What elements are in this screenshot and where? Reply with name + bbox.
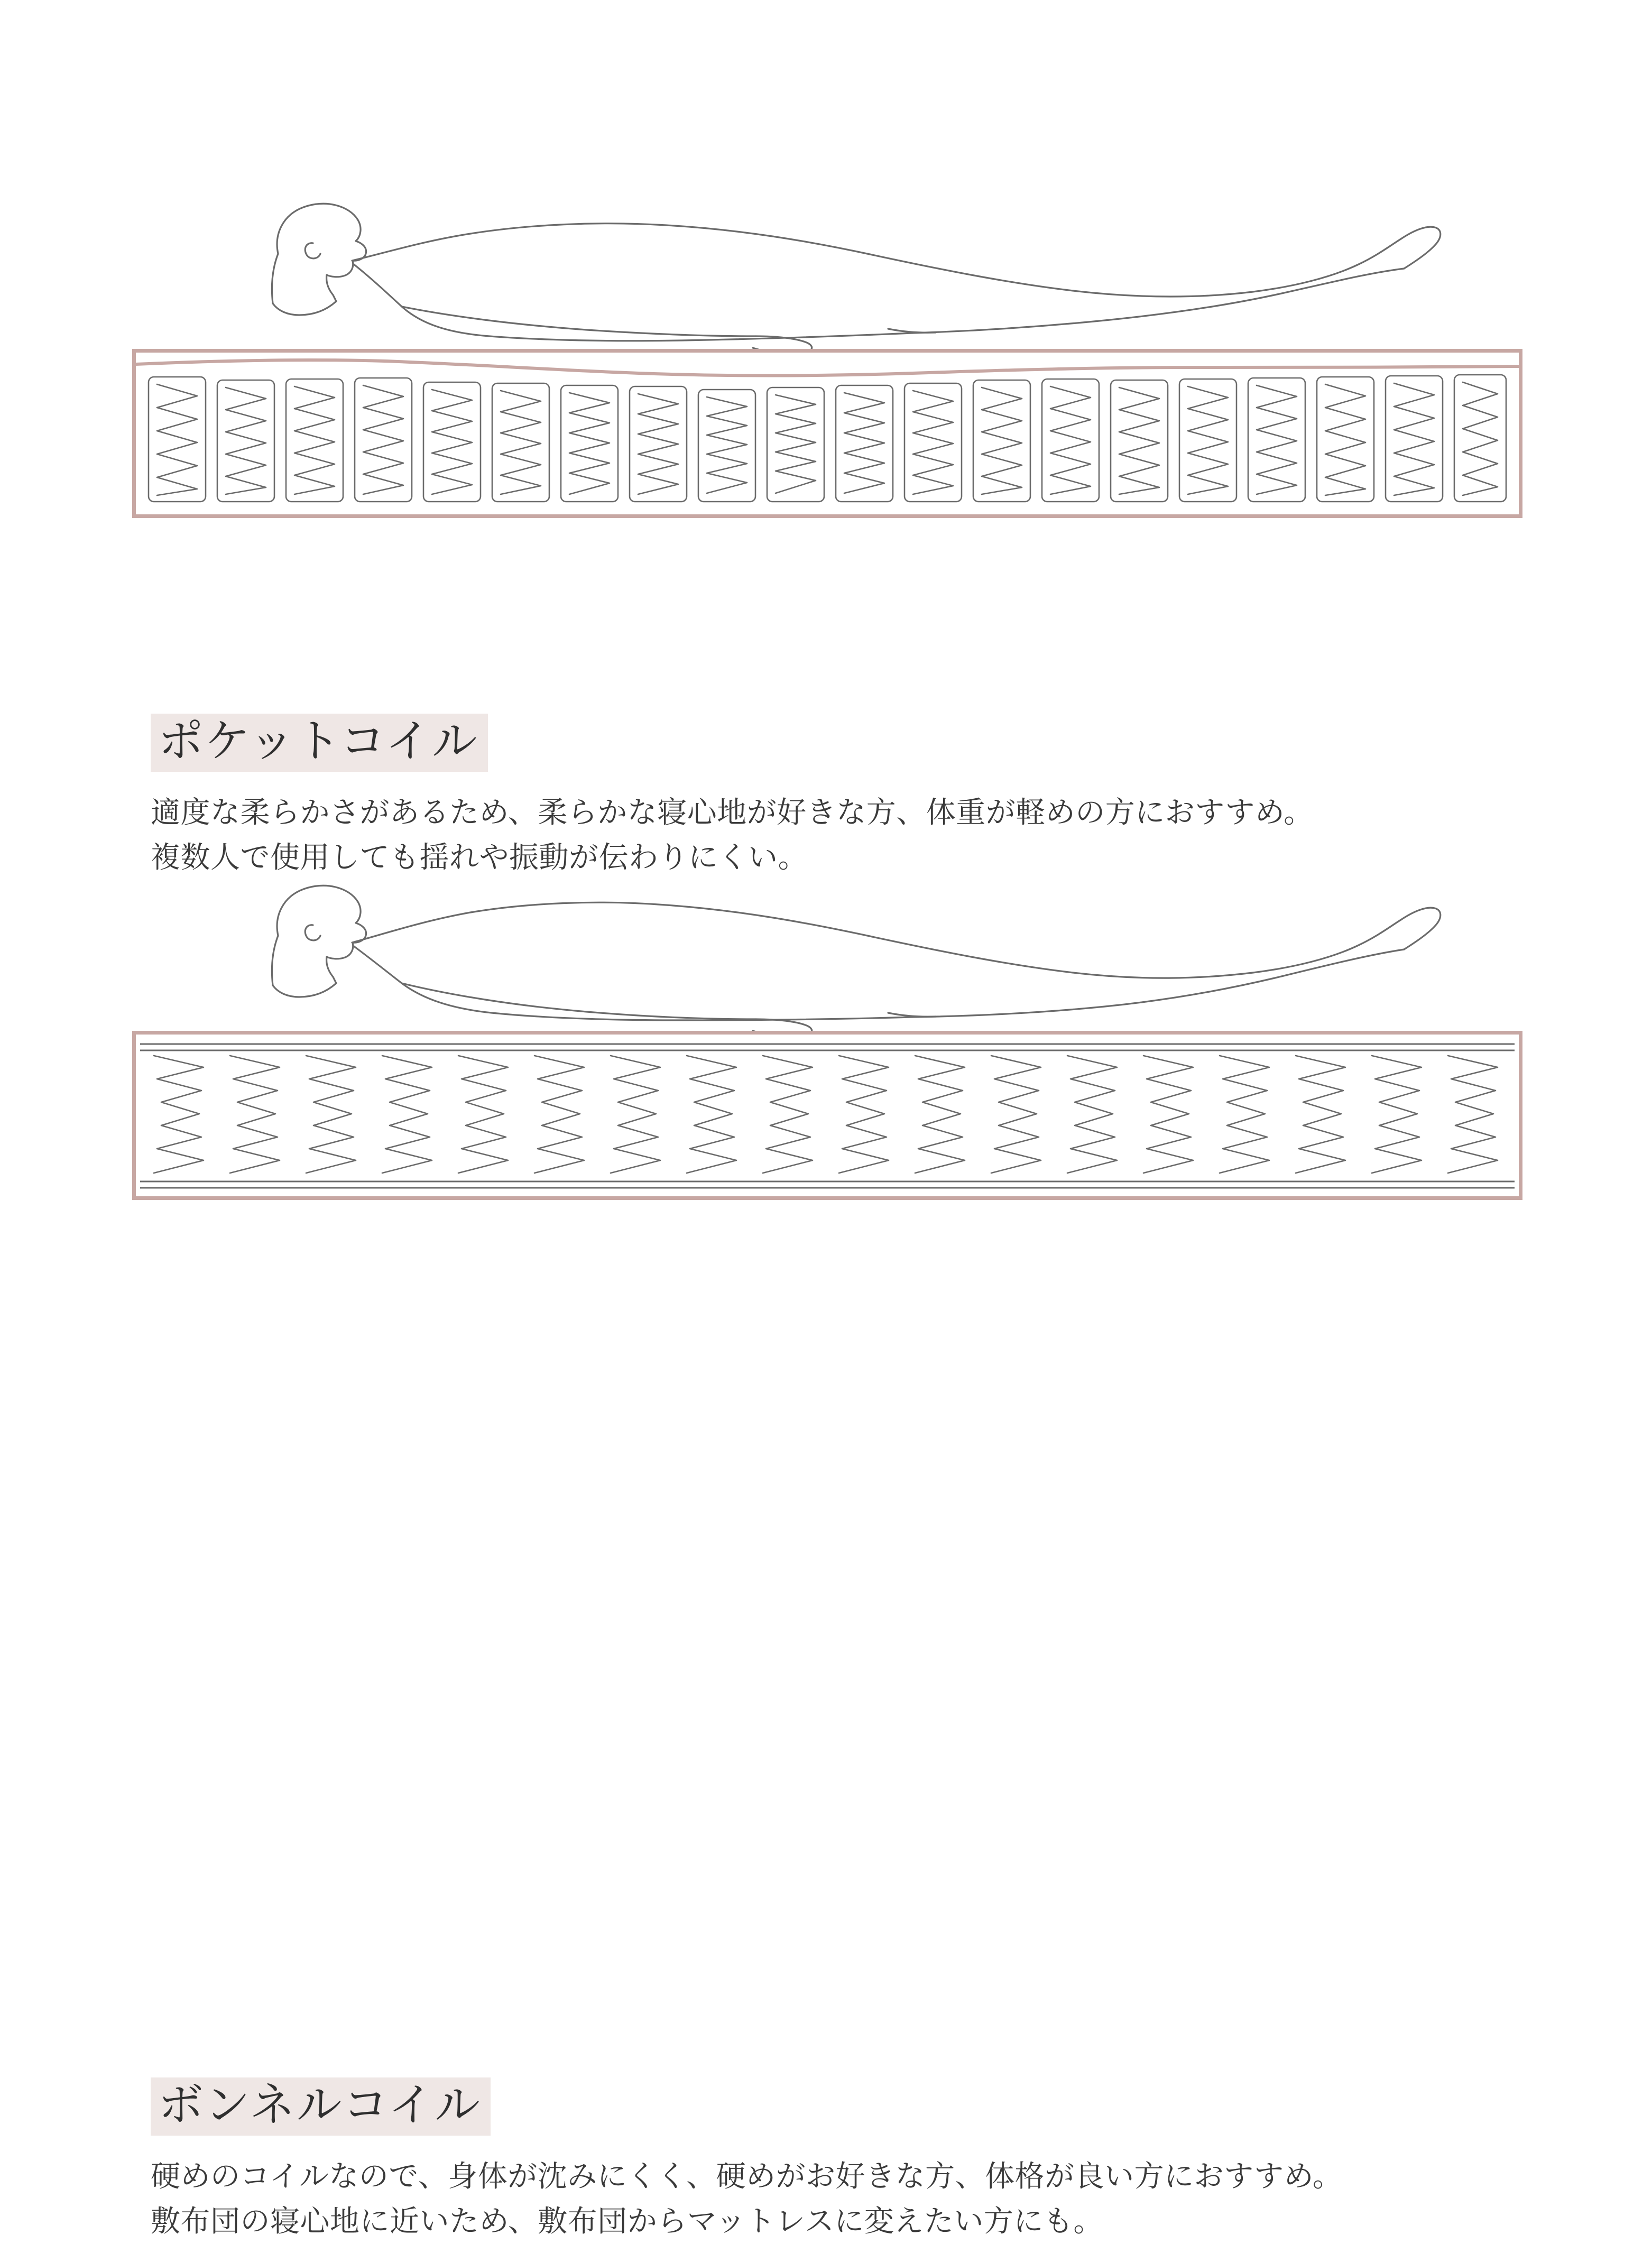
- description-bonnell-coil: [151, 2154, 1525, 2243]
- caption-pocket-coil: [151, 714, 1525, 880]
- section-pocket-coil: [0, 174, 1652, 874]
- person-illustration-pocket: [174, 174, 1496, 349]
- section-bonnell-coil: [0, 856, 1652, 2238]
- heading-bonnell-coil: ボンネルコイル: [151, 2077, 491, 2136]
- mattress-cross-section-bonnell: [132, 1031, 1522, 1200]
- description-line: 硬めのコイルなので、身体が沈みにくく、硬めがお好きな方、体格が良い方におすすめ。: [151, 2159, 1343, 2193]
- description-line: 複数人で使用しても揺れや振動が伝わりにくい。: [151, 841, 808, 874]
- person-illustration-bonnell: [174, 856, 1496, 1031]
- figure-pocket-coil: [0, 174, 1652, 523]
- description-line: 適度な柔らかさがあるため、柔らかな寝心地が好きな方、体重が軽めの方におすすめ。: [151, 796, 1314, 829]
- description-line: 敷布団の寝心地に近いため、敷布団からマットレスに変えたい方にも。: [151, 2204, 1103, 2238]
- caption-bonnell-coil: [151, 2077, 1525, 2244]
- mattress-cross-section-pocket: [132, 349, 1522, 518]
- figure-bonnell-coil: [0, 856, 1652, 1205]
- heading-pocket-coil: ポケットコイル: [151, 714, 488, 772]
